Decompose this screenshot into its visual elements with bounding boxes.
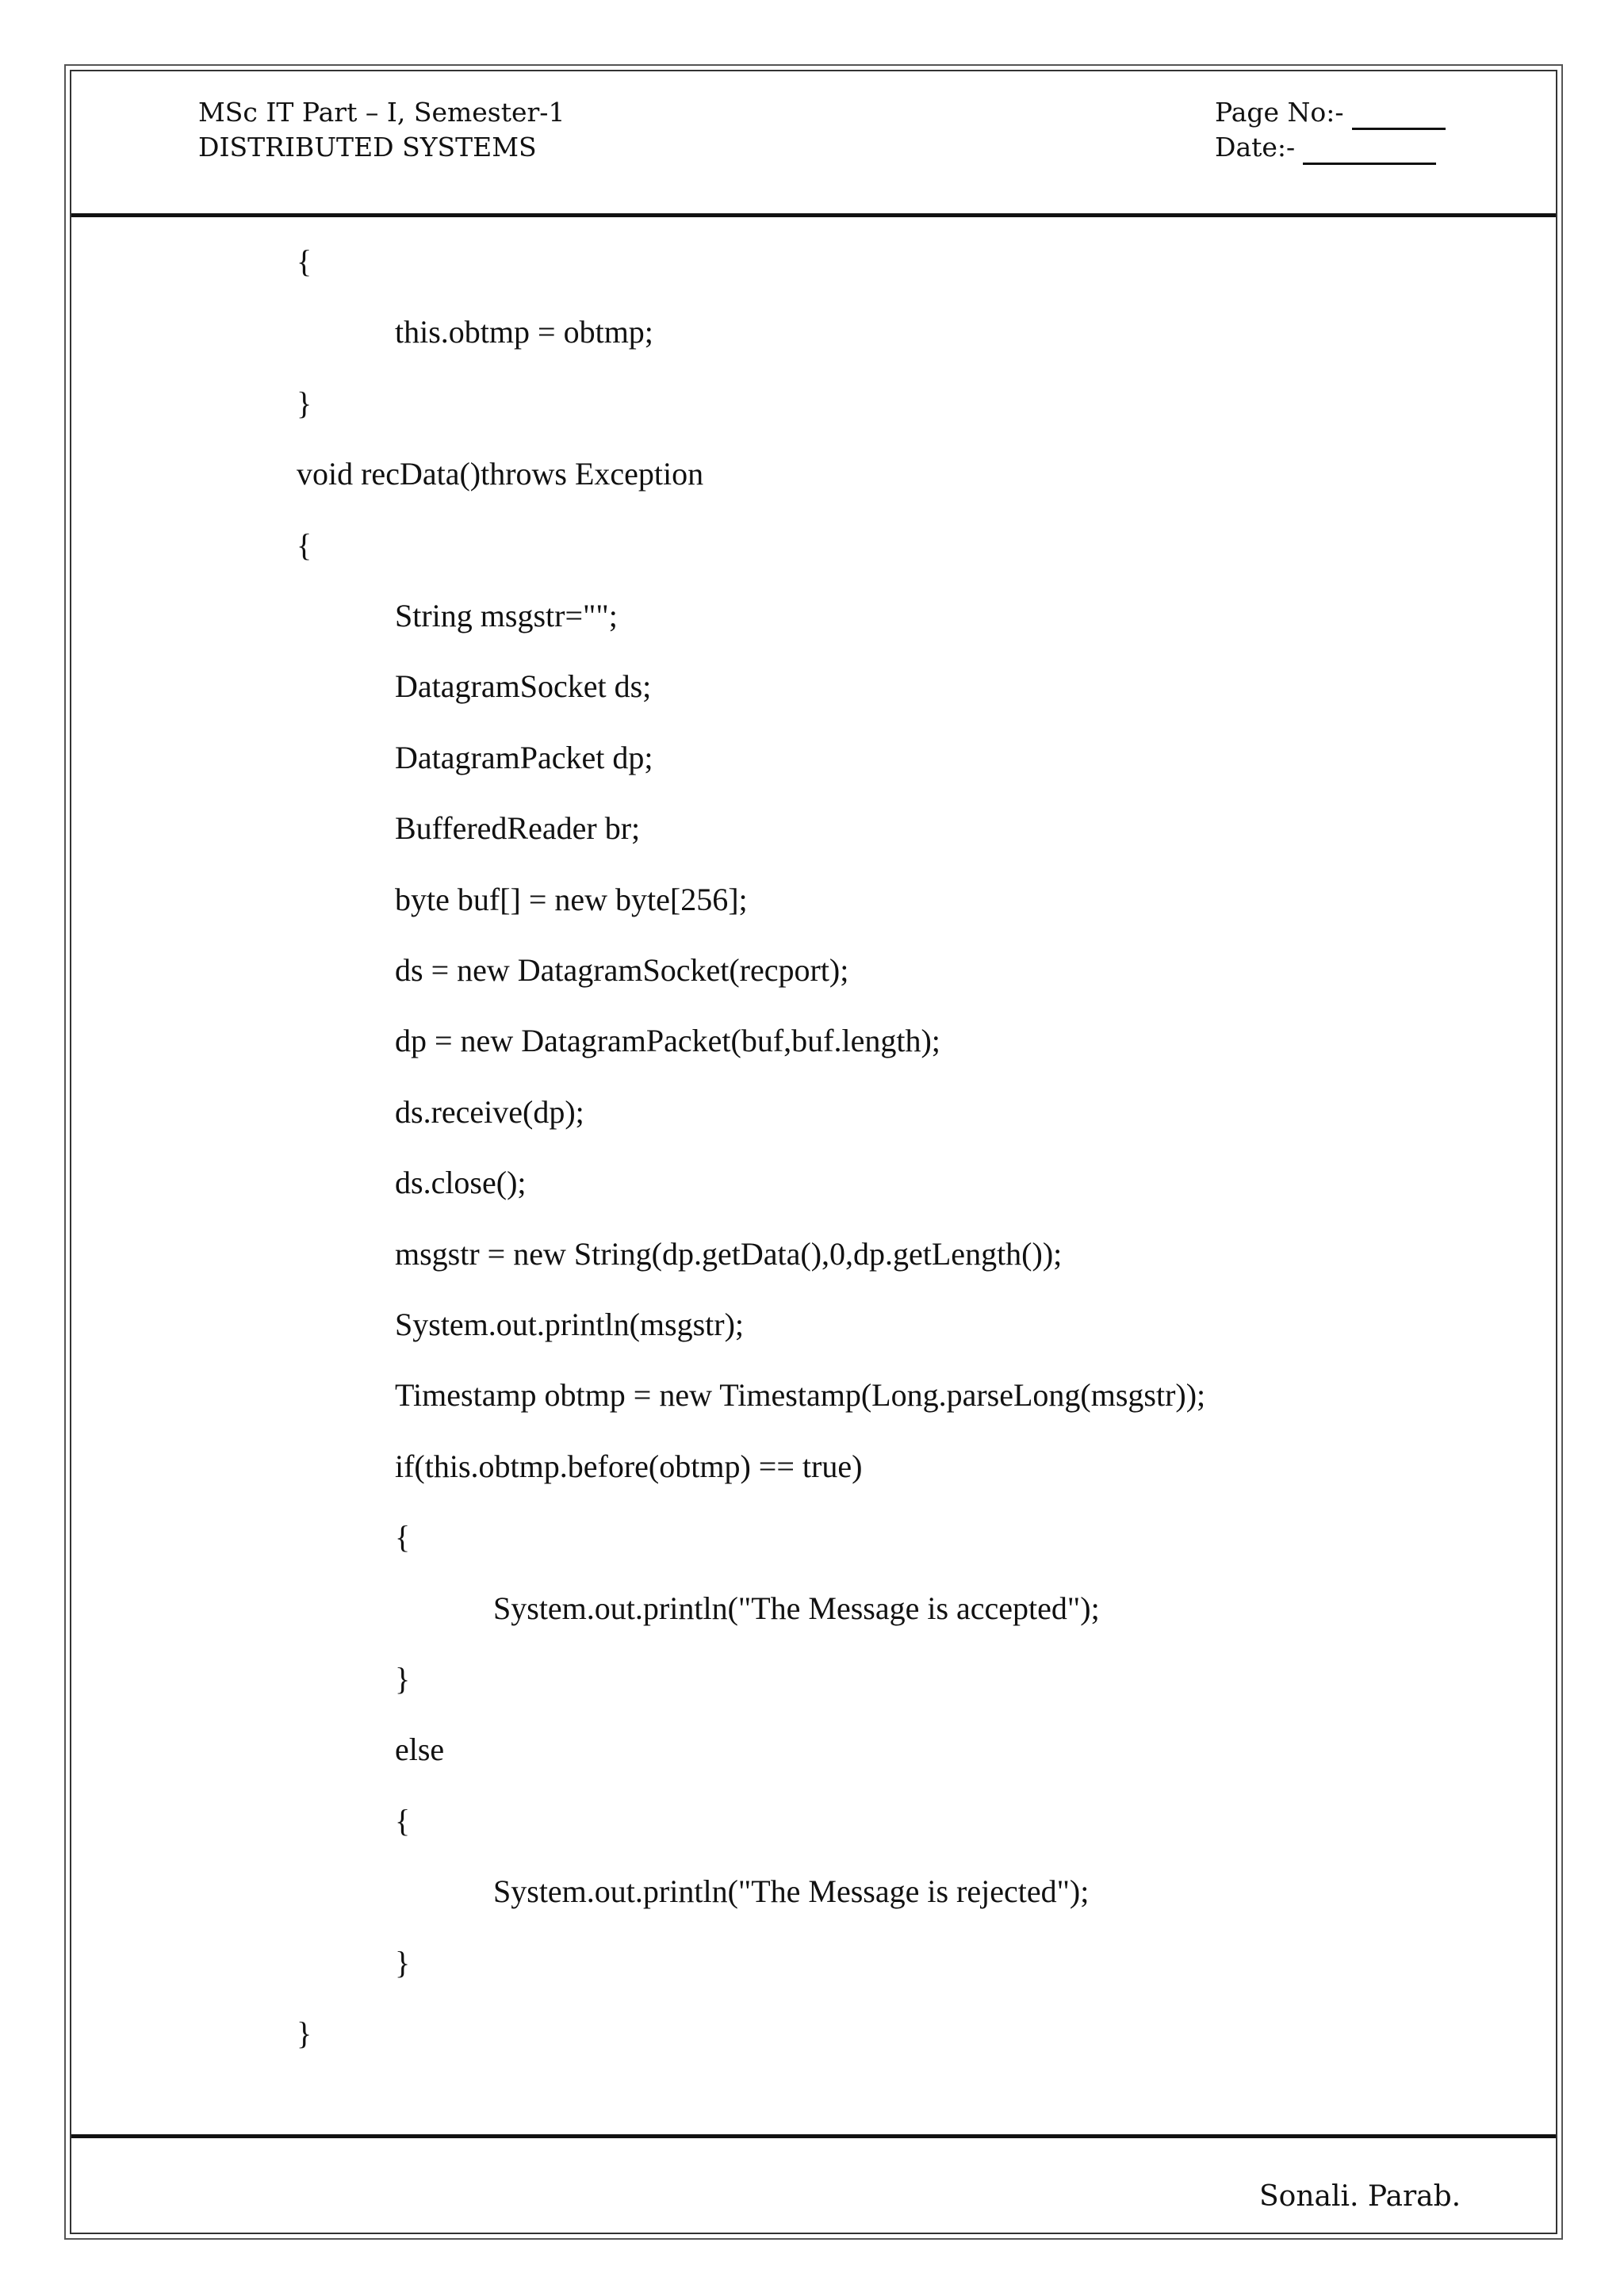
date-row	[1215, 130, 1446, 165]
date-blank	[1303, 139, 1436, 165]
code-line: }	[395, 1945, 411, 1980]
code-line: this.obtmp = obtmp;	[395, 314, 653, 350]
code-line: Timestamp obtmp = new Timestamp(Long.parseLong(msgstr));	[395, 1377, 1206, 1413]
code-line: msgstr = new String(dp.getData(),0,dp.getLength());	[395, 1236, 1063, 1272]
code-line: }	[297, 385, 312, 421]
code-line: {	[297, 243, 312, 279]
code-line: else	[395, 1732, 445, 1767]
code-line: {	[395, 1519, 411, 1555]
code-line: byte buf[] = new byte[256];	[395, 882, 748, 917]
code-line: ds.close();	[395, 1165, 527, 1200]
author-name: Sonali. Parab.	[1259, 2180, 1461, 2213]
code-line: {	[395, 1803, 411, 1839]
page-no-label: Page No:-	[1215, 97, 1344, 128]
code-line: }	[395, 1661, 411, 1697]
page-meta	[1215, 95, 1446, 165]
code-line: }	[297, 2015, 312, 2051]
code-line: if(this.obtmp.before(obtmp) == true)	[395, 1448, 863, 1484]
code-line: System.out.println(msgstr);	[395, 1307, 744, 1342]
code-line: System.out.println("The Message is accepted");	[493, 1590, 1100, 1626]
code-line: BufferedReader br;	[395, 810, 641, 846]
subject-title: DISTRIBUTED SYSTEMS	[198, 132, 537, 163]
code-line: System.out.println("The Message is rejected");	[493, 1873, 1090, 1909]
course-info	[198, 95, 565, 165]
page-no-blank	[1352, 104, 1446, 130]
code-line: {	[297, 527, 312, 563]
page-no-row	[1215, 95, 1446, 130]
code-line: ds.receive(dp);	[395, 1094, 584, 1130]
code-line: ds = new DatagramSocket(recport);	[395, 952, 849, 988]
code-line: DatagramSocket ds;	[395, 668, 652, 704]
code-line: DatagramPacket dp;	[395, 740, 653, 775]
code-line: dp = new DatagramPacket(buf,buf.length);	[395, 1023, 940, 1058]
date-label: Date:-	[1215, 132, 1296, 163]
code-line: void recData()throws Exception	[297, 456, 704, 492]
course-title: MSc IT Part – I, Semester-1	[198, 97, 565, 128]
code-line: String msgstr="";	[395, 598, 618, 633]
page-footer	[71, 2134, 1556, 2237]
page-header	[71, 71, 1556, 217]
